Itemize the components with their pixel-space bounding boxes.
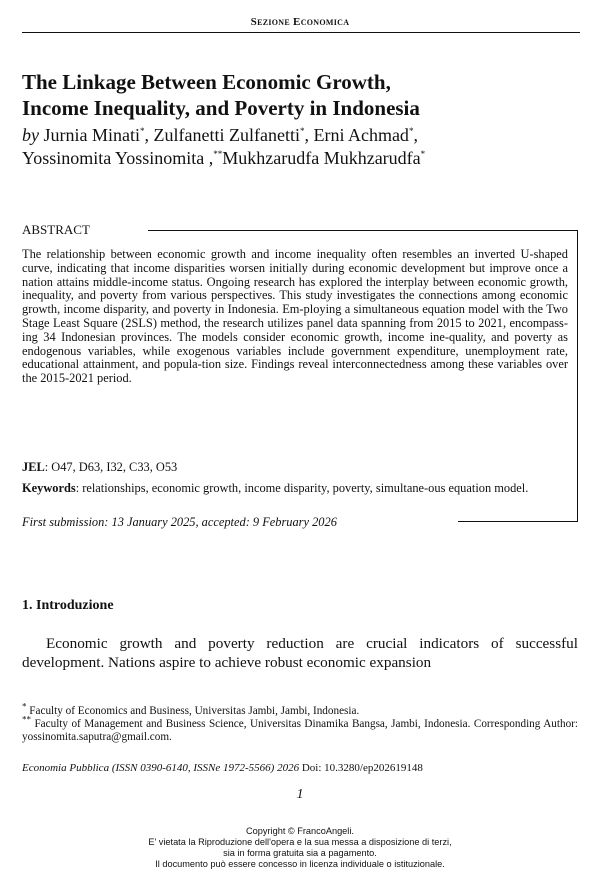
footnote-2 — [22, 714, 578, 744]
journal-doi: Doi: 10.3280/ep202619148 — [299, 762, 423, 774]
page-number: 1 — [296, 787, 304, 802]
running-header: Sezione Economica — [250, 16, 350, 28]
affiliation-mark: * — [408, 126, 414, 136]
copyright-line: Copyright © FrancoAngeli. — [246, 826, 354, 836]
title-line-1: The Linkage Between Economic Growth, — [22, 70, 391, 94]
keywords — [22, 481, 568, 495]
affiliation-mark: * — [140, 126, 145, 136]
jel-label: JEL — [22, 460, 45, 474]
abstract-label: ABSTRACT — [22, 222, 90, 237]
keywords-label: Keywords — [22, 481, 76, 495]
footnote-mark: * — [22, 701, 27, 712]
journal-citation — [22, 762, 423, 774]
submission-dates: First submission: 13 January 2025, accepted: 9 February 2026 — [22, 515, 337, 529]
abstract-frame-right — [577, 230, 578, 522]
author-line-1 — [22, 124, 582, 147]
title-line-2: Income Inequality, and Poverty in Indonesia — [22, 96, 420, 120]
keywords-value: : relationships, economic growth, income disparity, poverty, simultane-ous equation model. — [75, 481, 529, 495]
affiliation-mark: * — [299, 126, 305, 136]
author-separator: , — [144, 125, 154, 145]
section-heading: 1. Introduzione — [22, 598, 114, 613]
author-name: Jurnia Minati — [39, 125, 140, 145]
copyright-line: sia in forma gratuita sia a pagamento. — [223, 848, 377, 858]
footnote-text: Faculty of Economics and Business, Universitas Jambi, Jambi, Indonesia. — [26, 705, 360, 717]
copyright-notice — [0, 826, 600, 870]
intro-paragraph: Economic growth and poverty reduction are crucial indicators of successful development. Nations aspire to achieve robust economic expansion — [22, 635, 578, 671]
by-label: by — [22, 125, 39, 145]
author-separator: , — [413, 125, 418, 145]
author-list — [22, 124, 582, 170]
author-name: Erni Achmad — [313, 125, 409, 145]
author-line-2 — [22, 147, 582, 170]
abstract-frame-top — [148, 230, 578, 231]
jel-codes — [22, 460, 568, 474]
copyright-line: Il documento può essere concesso in licenza individuale o istituzionale. — [155, 859, 445, 869]
journal-name: Economia Pubblica (ISSN 0390-6140, ISSNe 1972-5566) 2026 — [22, 762, 300, 774]
author-name: Mukhzarudfa Mukhzarudfa — [222, 148, 421, 168]
header-rule — [22, 32, 580, 33]
affiliation-mark: ** — [213, 149, 223, 159]
author-separator: , — [304, 125, 314, 145]
author-name: Zulfanetti Zulfanetti — [153, 125, 300, 145]
abstract-frame-bottom — [458, 521, 578, 522]
affiliation-mark: * — [420, 149, 426, 159]
copyright-line: E' vietata la Riproduzione dell'opera e la sua messa a disposizione di terzi, — [148, 837, 452, 847]
footnote-text: Faculty of Management and Business Science, Universitas Dinamika Bangsa, Jambi, Indonesia. Corresponding Author: yossinomita.saputra@gmail.com. — [22, 718, 578, 743]
footnote-mark: ** — [22, 714, 31, 725]
footnote-1 — [22, 701, 578, 718]
paper-title — [22, 69, 582, 121]
abstract-text: The relationship between economic growth and income inequality often resembles an inverted U-shaped curve, indicating that income disparities worsen initially during economic development but improve once a nation attains middle-income status. Ongoing research has explored the interplay between economic growth, inequality, and poverty from various perspectives. This study investigates the connections among economic growth, income disparity, and poverty in Indonesia. Em-ploying a simultaneous equation model with the Two Stage Least Square (2SLS) method, the research utilizes panel data spanning from 2015 to 2021, encompass-ing 34 Indonesian provinces. The models consider economic growth, income ine-quality, and poverty as endogenous variables, while exogenous variables include government expenditure, unemployment rate, educational attainment, and popula-tion size. Findings reveal interconnectedness among these variables over the 2015-2021 period. — [22, 247, 568, 386]
author-name: Yossinomita Yossinomita , — [22, 148, 214, 168]
jel-value: : O47, D63, I32, C33, O53 — [44, 460, 178, 474]
